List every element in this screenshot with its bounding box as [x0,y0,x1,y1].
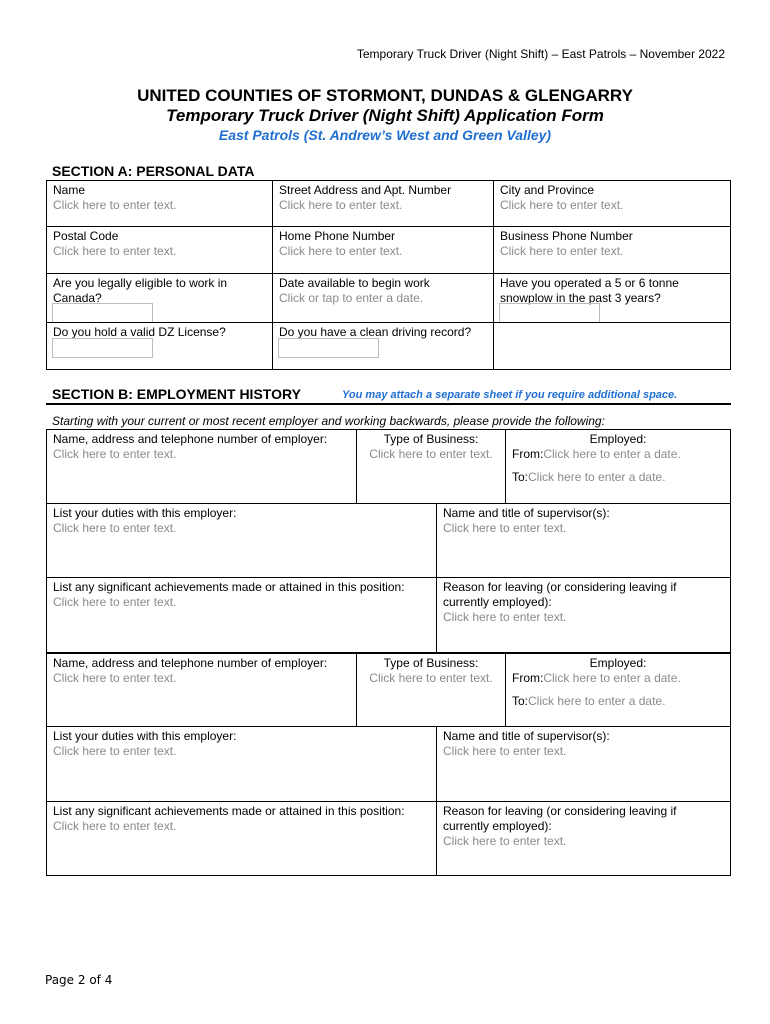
employer-2-supervisor-label: Name and title of supervisor(s): [443,729,610,743]
employer-1-business-type-field[interactable]: Click here to enter text. [369,447,493,461]
employer-2-from-label: From: [512,671,544,685]
running-header: Temporary Truck Driver (Night Shift) – East Patrols – November 2022 [356,47,725,61]
snowplow-label: Have you operated a 5 or 6 tonne snowplow in the past 3 years? [500,276,679,305]
employer-1-supervisor-label: Name and title of supervisor(s): [443,506,610,520]
attach-note: You may attach a separate sheet if you require additional space. [342,389,678,401]
employer-1-to-label: To: [512,470,529,484]
form-title: Temporary Truck Driver (Night Shift) Application Form [166,106,604,125]
employer-2-achievements-label: List any significant achievements made or attained in this position: [53,804,405,818]
employer-1-business-type-cell[interactable] [356,429,506,504]
city-province-field[interactable]: Click here to enter text. [500,198,624,212]
employer-1-duties-field[interactable]: Click here to enter text. [53,521,177,535]
employer-1-reason-cell[interactable] [436,577,731,653]
employer-2-duties-label: List your duties with this employer: [53,729,237,743]
employer-1-reason-label: Reason for leaving (or considering leaving if currently employed): [443,580,677,609]
eligibility-label: Are you legally eligible to work in Canada? [53,276,228,305]
employer-2-to-field[interactable]: Click here to enter a date. [528,694,666,708]
employer-1-name-field[interactable]: Click here to enter text. [53,447,177,461]
employer-2-duties-cell[interactable] [46,726,437,802]
employer-1-to-field[interactable]: Click here to enter a date. [528,470,666,484]
date-available-cell[interactable] [272,273,494,323]
street-address-label: Street Address and Apt. Number [279,183,452,197]
employer-1-achievements-cell[interactable] [46,577,437,653]
home-phone-label: Home Phone Number [279,229,396,243]
driving-record-label: Do you have a clean driving record? [279,325,472,339]
employer-2-reason-label: Reason for leaving (or considering leaving if currently employed): [443,804,677,833]
form-subtitle: East Patrols (St. Andrew’s West and Green Valley) [218,127,552,143]
employer-1-from-field[interactable]: Click here to enter a date. [543,447,681,461]
employer-1-supervisor-cell[interactable] [436,503,731,578]
date-available-label: Date available to begin work [279,276,430,290]
employer-2-reason-field[interactable]: Click here to enter text. [443,834,567,848]
name-cell[interactable] [46,180,273,227]
employer-2-supervisor-field[interactable]: Click here to enter text. [443,744,567,758]
employer-2-dates-cell [505,653,731,727]
business-phone-label: Business Phone Number [500,229,633,243]
business-phone-field[interactable]: Click here to enter text. [500,244,624,258]
employer-1-name-cell[interactable] [46,429,357,504]
employer-2-name-field[interactable]: Click here to enter text. [53,671,177,685]
eligibility-dropdown[interactable] [52,303,153,323]
employer-2-supervisor-cell[interactable] [436,726,731,802]
employer-1-achievements-field[interactable]: Click here to enter text. [53,595,177,609]
street-address-field[interactable]: Click here to enter text. [279,198,403,212]
postal-code-label: Postal Code [53,229,119,243]
snowplow-dropdown[interactable] [499,303,600,323]
organization-title: UNITED COUNTIES OF STORMONT, DUNDAS & GLENGARRY [137,86,633,105]
employer-1-duties-cell[interactable] [46,503,437,578]
driving-record-dropdown[interactable] [278,338,379,358]
employer-2-business-type-field[interactable]: Click here to enter text. [369,671,493,685]
employer-1-dates-cell [505,429,731,504]
home-phone-cell[interactable] [272,226,494,274]
section-b-instructions: Starting with your current or most recent employer and working backwards, please provide the following: [52,414,605,428]
street-address-cell[interactable] [272,180,494,227]
city-province-label: City and Province [500,183,595,197]
employer-2-name-label: Name, address and telephone number of employer: [53,656,328,670]
business-phone-cell[interactable] [493,226,731,274]
employer-1-employed-label: Employed: [589,432,647,446]
section-a-heading: SECTION A: PERSONAL DATA [52,163,255,179]
employer-1-from-label: From: [512,447,544,461]
section-b-heading: SECTION B: EMPLOYMENT HISTORY [52,386,301,402]
employer-2-from-field[interactable]: Click here to enter a date. [543,671,681,685]
section-b-divider [46,403,731,405]
employer-2-reason-cell[interactable] [436,801,731,876]
employer-2-business-type-cell[interactable] [356,653,506,727]
date-available-field[interactable]: Click or tap to enter a date. [279,291,424,305]
employer-1-reason-field[interactable]: Click here to enter text. [443,610,567,624]
name-field[interactable]: Click here to enter text. [53,198,177,212]
employer-1-duties-label: List your duties with this employer: [53,506,237,520]
employer-1-business-type-label: Type of Business: [383,432,479,446]
employer-1-supervisor-field[interactable]: Click here to enter text. [443,521,567,535]
home-phone-field[interactable]: Click here to enter text. [279,244,403,258]
dz-license-label: Do you hold a valid DZ License? [53,325,226,339]
employer-2-duties-field[interactable]: Click here to enter text. [53,744,177,758]
city-province-cell[interactable] [493,180,731,227]
name-label: Name [53,183,86,197]
employer-1-name-label: Name, address and telephone number of employer: [53,432,328,446]
employer-2-to-label: To: [512,694,529,708]
employer-2-achievements-field[interactable]: Click here to enter text. [53,819,177,833]
dz-license-dropdown[interactable] [52,338,153,358]
employer-2-business-type-label: Type of Business: [383,656,479,670]
postal-code-field[interactable]: Click here to enter text. [53,244,177,258]
employer-2-name-cell[interactable] [46,653,357,727]
employer-1-achievements-label: List any significant achievements made or attained in this position: [53,580,405,594]
empty-cell [493,322,731,370]
employer-2-achievements-cell[interactable] [46,801,437,876]
employer-2-employed-label: Employed: [589,656,647,670]
page-number: Page 2 of 4 [45,973,113,987]
postal-code-cell[interactable] [46,226,273,274]
